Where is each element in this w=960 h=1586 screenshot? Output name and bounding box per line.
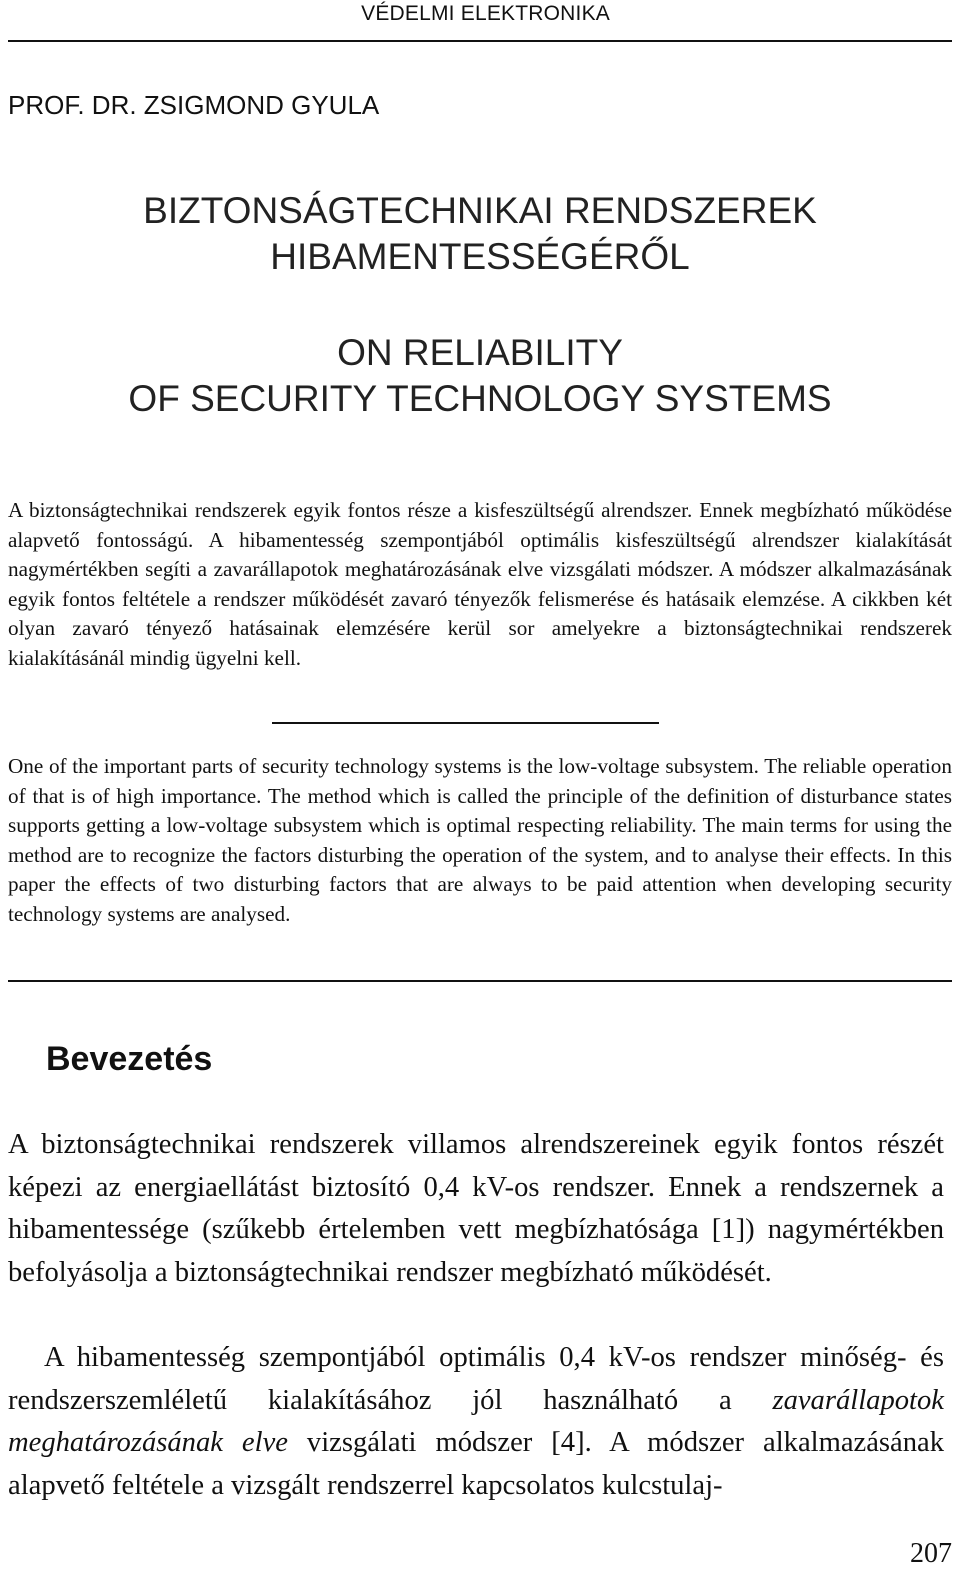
- title-hungarian-line-2: HIBAMENTESSÉGÉRŐL: [270, 236, 690, 277]
- author-name: PROF. DR. ZSIGMOND GYULA: [8, 90, 380, 120]
- title-english: [0, 330, 960, 422]
- page-number: 207: [910, 1538, 952, 1569]
- title-hungarian-line-1: BIZTONSÁGTECHNIKAI RENDSZEREK: [143, 190, 817, 231]
- body-paragraph-2-end: vizsgálati módszer [4]. A módszer alkalmazásának alapvető feltétele a vizsgált rendszerrel kapcsolatos kulcstulaj-: [8, 1427, 944, 1501]
- abstract-separator: [272, 722, 659, 724]
- abstract-english: One of the important parts of security technology systems is the low-voltage subsystem. The reliable operation of that is of high importance. The method which is called the principle of the definition of disturbance states supports getting a low-voltage subsystem which is optimal respecting reliability. The main terms for using the method are to recognize the factors disturbing the operation of the system, and to analyse their effects. In this paper the effects of two disturbing factors that are always to be paid attention when developing security technology systems are analysed.: [8, 754, 952, 926]
- abstract-hungarian: A biztonságtechnikai rendszerek egyik fontos része a kisfeszültségű alrendszer. Ennek megbízható működése alapvető fontosságú. A hibamentesség szempontjából optimális kisfeszültségű alrendszer kialakítását nagymértékben segíti a zavarállapotok meghatározásának elve vizsgálati módszer. A módszer alkalmazásának egyik fontos feltétele a rendszer működését zavaró tényezők felismerése és hatásaik elemzése. A cikkben két olyan zavaró tényező hatásainak elemzésére kerül sor amelyekre a biztonságtechnikai rendszerek kialakításánál mindig ügyelni kell.: [8, 498, 952, 670]
- title-english-line-1: ON RELIABILITY: [337, 332, 623, 373]
- section-heading: Bevezetés: [46, 1040, 213, 1078]
- header-divider: [8, 40, 952, 42]
- title-hungarian: [0, 188, 960, 280]
- body-paragraph-1: A biztonságtechnikai rendszerek villamos alrendszereinek egyik fontos részét képezi az energiaellátást biztosító 0,4 kV-os rendszer. Ennek a rendszernek a hibamentessége (szűkebb értelemben vett megbízhatósága [1]) nagymértékben befolyásolja a biztonságtechnikai rendszer megbízható működését.: [8, 1129, 944, 1288]
- running-header: VÉDELMI ELEKTRONIKA: [361, 2, 610, 25]
- title-english-line-2: OF SECURITY TECHNOLOGY SYSTEMS: [128, 378, 832, 419]
- body-paragraph-2-start: A hibamentesség szempontjából optimális 0,4 kV-os rendszer minőség- és rendszerszemléletű kialakításához jól használható a: [8, 1342, 944, 1416]
- body-paragraph-2: [8, 1337, 944, 1507]
- method-name-italic: zavarállapotok meghatározásának elve: [8, 1384, 944, 1458]
- section-divider: [8, 980, 952, 982]
